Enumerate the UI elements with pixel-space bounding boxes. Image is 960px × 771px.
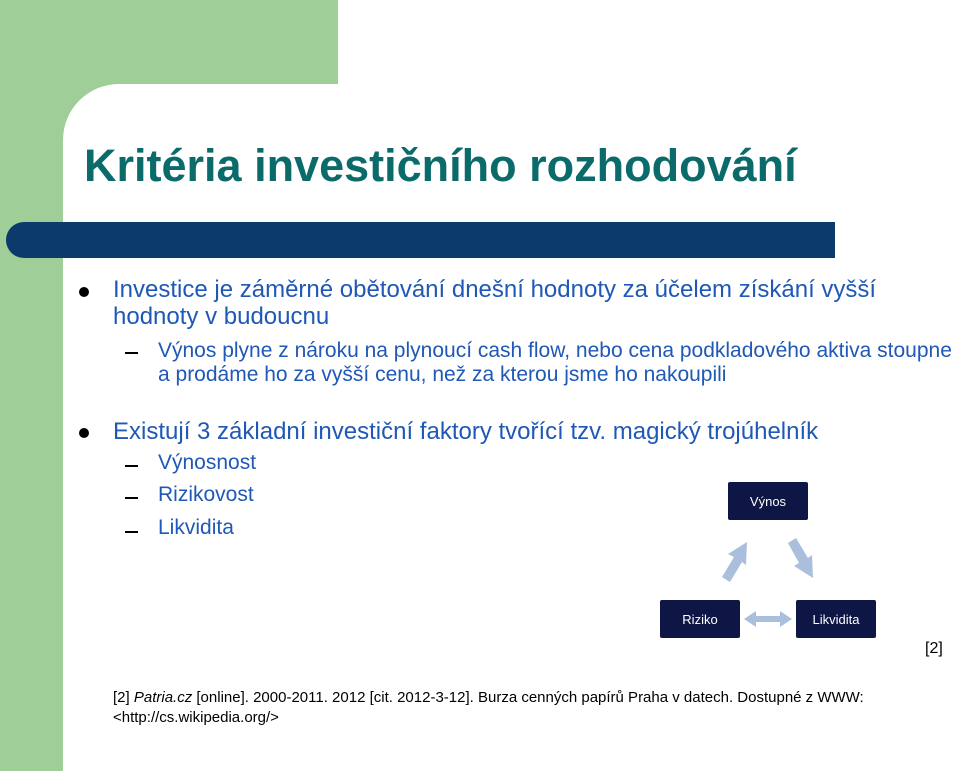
footnote-prefix: [2] — [113, 689, 134, 706]
footnote-text: [online]. 2000-2011. 2012 [cit. 2012-3-12]. Burza cenných papírů Praha v datech. Dostupné z WWW: <http://cs.wikipedia.org/> — [113, 689, 864, 726]
node-riziko: Riziko — [660, 600, 740, 638]
footnote-source: Patria.cz — [133, 689, 193, 706]
sub-bullet-text: Rizikovost — [158, 483, 254, 506]
bullet-dot — [79, 428, 89, 438]
sub-bullet-text: Likvidita — [158, 516, 234, 539]
sub-bullet-text: Výnos plyne z nároku na plynoucí cash flow, nebo cena podkladového aktiva stoupne a prodáme ho za vyšší cenu, než za kterou jsme ho nakoupili — [158, 339, 952, 386]
footnote — [113, 688, 913, 728]
slide-title: Kritéria investičního rozhodování — [84, 140, 797, 191]
arrow-riziko-likvidita — [744, 611, 792, 627]
arrow-riziko-vynos — [722, 542, 747, 582]
arrow-vynos-likvidita — [788, 538, 813, 578]
diagram-arrows — [700, 530, 830, 630]
reference-tag: [2] — [925, 640, 943, 657]
sub-bullet-dash — [125, 497, 138, 499]
node-vynos: Výnos — [728, 482, 808, 520]
sub-bullet-dash — [125, 531, 138, 533]
bullet-text: Existují 3 základní investiční faktory tvořící tzv. magický trojúhelník — [113, 418, 819, 445]
sub-bullet-dash — [125, 465, 138, 467]
bullet-dot — [79, 287, 89, 297]
bullet-text: Investice je záměrné obětování dnešní hodnoty za účelem získání vyšší hodnoty v budoucnu — [113, 276, 877, 331]
sub-bullet-dash — [125, 352, 138, 354]
sub-bullet-text: Výnosnost — [158, 451, 257, 474]
node-likvidita: Likvidita — [796, 600, 876, 638]
